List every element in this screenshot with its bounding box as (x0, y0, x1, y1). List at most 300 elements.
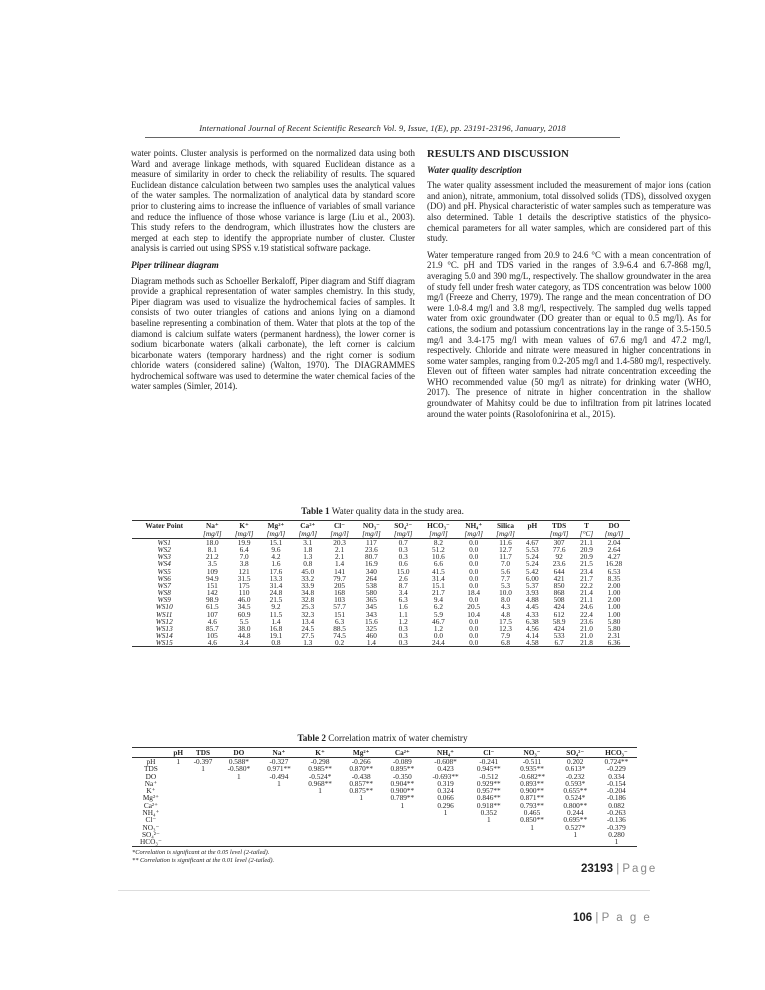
table-cell: 538 (365, 580, 377, 590)
piper-heading: Piper trilinear diagram (131, 259, 219, 270)
variable-label: K⁺ (146, 786, 156, 796)
table-cell: 46.7 (432, 616, 445, 626)
results-heading: RESULTS AND DISCUSSION (427, 149, 569, 160)
table-cell: 151 (334, 609, 346, 619)
correlation-cell (258, 831, 299, 838)
water-point-label: WS7 (157, 580, 171, 590)
water-point-label: WS15 (155, 638, 173, 648)
correlation-cell: 0.857** (349, 778, 374, 788)
correlation-cell (219, 816, 258, 823)
table2-caption (0, 733, 765, 743)
correlation-cell: 0.588* (228, 757, 249, 766)
table-cell: 8.7 (398, 580, 408, 590)
correlation-cell: -0.524* (308, 771, 332, 781)
table-cell: 6.6 (433, 559, 443, 569)
correlation-cell (300, 824, 341, 831)
water-point-label: WS12 (155, 616, 173, 626)
table1-header-cell: Water Point (145, 521, 184, 530)
correlation-cell (170, 824, 187, 831)
table-cell: 0.0 (469, 595, 479, 605)
table-cell: 1.6 (398, 602, 408, 612)
table-cell: 0.0 (469, 545, 479, 555)
table-cell: 3.93 (525, 588, 539, 598)
table-cell: 8.35 (607, 573, 621, 583)
table-cell: 17.5 (499, 616, 512, 626)
table-cell: 421 (553, 573, 565, 583)
table-cell: 46.0 (237, 595, 251, 605)
table-cell: 2.64 (607, 545, 621, 555)
table-cell: 19.1 (269, 631, 283, 641)
correlation-cell: -0.327 (269, 757, 289, 766)
correlation-cell (219, 787, 258, 794)
table-cell: 151 (206, 580, 218, 590)
table1-unit-cell: [mg/l] (196, 530, 228, 539)
table-cell: 5.42 (525, 566, 539, 576)
water-point-label: WS8 (157, 588, 171, 598)
correlation-table (132, 747, 637, 847)
correlation-cell (382, 831, 423, 838)
correlation-cell (187, 787, 220, 794)
table-cell: 2.00 (607, 580, 621, 590)
correlation-cell: 0.900** (390, 786, 415, 796)
correlation-cell (258, 824, 299, 831)
correlation-cell: 0.918** (476, 800, 501, 810)
correlation-cell (219, 780, 258, 787)
correlation-cell: 0.465 (523, 808, 541, 818)
table-cell: 121 (238, 566, 250, 576)
table-cell: 5.53 (525, 545, 539, 555)
table-cell: 0.8 (271, 638, 281, 648)
correlation-cell (170, 802, 187, 809)
table-cell: 8.1 (207, 545, 217, 555)
table-cell: 0.6 (398, 559, 408, 569)
table-cell: 57.7 (333, 602, 346, 612)
correlation-cell (468, 838, 509, 846)
correlation-cell: 0.324 (437, 786, 454, 796)
correlation-cell (382, 809, 423, 816)
table-cell: 6.3 (398, 595, 408, 605)
table-cell: 44.8 (237, 631, 251, 641)
table-cell: 16.28 (605, 559, 623, 569)
table-cell: 2.1 (335, 552, 345, 562)
table-cell: 0.0 (469, 552, 479, 562)
correlation-cell (170, 773, 187, 780)
table-cell: 460 (365, 631, 377, 641)
variable-label: Ca²⁺ (143, 800, 158, 810)
correlation-cell: -0.397 (193, 757, 213, 766)
correlation-cell: 0.929** (476, 778, 501, 788)
correlation-cell: 0.524* (565, 793, 586, 803)
table-row (132, 831, 637, 838)
table-cell: 3.1 (303, 538, 313, 547)
correlation-cell (187, 816, 220, 823)
table-cell: 0.8 (303, 559, 313, 569)
table-cell: 142 (206, 588, 218, 598)
table-cell: 424 (553, 602, 565, 612)
water-point-label: WS11 (155, 609, 173, 619)
table-cell: 7.0 (239, 552, 249, 562)
correlation-cell: 0.593* (565, 778, 586, 788)
table-cell: 31.4 (269, 580, 283, 590)
table-cell: 17.6 (269, 566, 283, 576)
table-cell: 32.3 (301, 609, 315, 619)
table-cell: 850 (553, 580, 565, 590)
table-cell: 13.4 (301, 616, 315, 626)
table-cell: 2.6 (398, 573, 408, 583)
correlation-cell: 0.871** (520, 793, 544, 803)
table1-header-cell: TDS (552, 521, 567, 530)
volume-page-number-value: 106 (573, 912, 593, 924)
table2-header-cell: pH (170, 748, 187, 758)
correlation-cell: 0.875** (349, 786, 374, 796)
table-cell: 533 (553, 631, 565, 641)
correlation-cell: -0.693** (432, 771, 459, 781)
journal-page-number-value: 23193 (581, 863, 613, 875)
water-point-label: WS9 (157, 595, 171, 605)
table-cell: 868 (553, 588, 565, 598)
table-cell: 1.6 (271, 559, 281, 569)
table-cell: 25.3 (301, 602, 315, 612)
table-cell: 2.00 (607, 595, 621, 605)
correlation-cell (258, 794, 299, 801)
table-cell: 0.0 (433, 631, 443, 641)
table-row (132, 758, 637, 766)
table-cell: 0.0 (469, 638, 479, 648)
table-cell: 345 (365, 602, 377, 612)
table-cell: 31.4 (432, 573, 445, 583)
table-cell: 21.0 (580, 623, 593, 633)
table1-header-cell: Ca²⁺ (300, 521, 316, 530)
table2-header-cell: Ca²⁺ (382, 748, 423, 758)
correlation-cell (423, 816, 468, 823)
table-cell: 5.80 (607, 616, 621, 626)
table-cell: 18.0 (205, 538, 219, 547)
correlation-cell (258, 809, 299, 816)
correlation-cell (170, 838, 187, 846)
table-cell: 5.37 (525, 580, 539, 590)
table-row (132, 780, 637, 787)
table-cell: 61.5 (205, 602, 219, 612)
table-cell: 21.2 (205, 552, 219, 562)
table-cell: 343 (365, 609, 377, 619)
table1-unit-cell: [mg/l] (387, 530, 419, 539)
variable-label: HCO₃⁻ (140, 837, 162, 847)
correlation-cell: 0.985** (308, 764, 332, 774)
correlation-cell (187, 831, 220, 838)
footer-rule (118, 890, 650, 891)
table-cell: 60.9 (237, 609, 251, 619)
table-cell: 9.2 (271, 602, 281, 612)
correlation-cell: 0.900** (520, 786, 544, 796)
correlation-cell (468, 824, 509, 831)
correlation-cell: 1 (359, 793, 364, 803)
table1-unit-cell: [mg/l] (228, 530, 260, 539)
table-cell: 4.27 (607, 552, 621, 562)
water-point-label: WS14 (155, 631, 173, 641)
correlation-cell: -0.263 (606, 808, 626, 818)
correlation-cell: 0.904** (390, 778, 415, 788)
table-cell: 0.3 (398, 545, 408, 555)
left-paragraph-2: Diagram methods such as Schoeller Berkaloff, Piper diagram and Stiff diagram provide a graphical representation of water samples chemistry. In this study, Piper diagram was used to visualize the hydrochemical facies of samples. It consists of two outer triangles of cations and anions lying on a diamond baseline representing a combination of them. Water that plots at the top of the diamond is calcium sulfate waters (permanent hardness), the lower corner is sodium bicarbonate waters (alkali carbonate), the left corner is calcium bicarbonate waters (temporary hardness) and the right corner is sodium chloride waters (considered saline) (Walton, 1970). The DIAGRAMMES hydrochemical software was used to determine the water chemical facies of the water samples (Simler, 2014). (131, 275, 415, 392)
table-cell: 16.9 (365, 559, 378, 569)
table-cell: 21.1 (580, 595, 593, 605)
table2-header-cell: DO (219, 748, 258, 758)
table-cell: 508 (553, 595, 565, 605)
variable-label: DO (145, 771, 157, 781)
correlation-cell (170, 831, 187, 838)
table-cell: 7.9 (500, 631, 511, 641)
table-cell: 21.7 (580, 573, 593, 583)
correlation-cell: -0.298 (310, 757, 330, 766)
table-cell: 6.53 (607, 566, 621, 576)
correlation-cell (509, 838, 554, 846)
table-cell: 21.4 (580, 588, 593, 598)
table-row (132, 787, 637, 794)
table-cell: 13.3 (269, 573, 283, 583)
table-cell: 20.9 (580, 552, 593, 562)
table-cell: 21.5 (269, 595, 283, 605)
table-cell: 31.5 (237, 573, 251, 583)
table-cell: 3.5 (207, 559, 217, 569)
table-cell: 34.5 (237, 602, 251, 612)
table1-body (132, 539, 630, 647)
table2-header-cell: Na⁺ (258, 748, 299, 758)
variable-label: Cl⁻ (145, 815, 157, 825)
correlation-cell: 0.296 (437, 800, 454, 810)
variable-label: NO₃⁻ (142, 822, 160, 832)
correlation-cell: 0.352 (480, 808, 497, 818)
table2-header-cell: Mg²⁺ (341, 748, 382, 758)
correlation-cell: 1 (443, 808, 448, 818)
table-cell: 79.7 (333, 573, 346, 583)
variable-label: SO₄²⁻ (141, 829, 160, 839)
table1-unit-cell: [mg/l] (543, 530, 575, 539)
correlation-cell (423, 831, 468, 838)
correlation-cell: 0.789** (390, 793, 415, 803)
table-cell: 107 (206, 609, 218, 619)
journal-header: International Journal of Recent Scientific Research Vol. 9, Issue, 1(E), pp. 23191-23196, January, 2018 (199, 123, 566, 133)
correlation-cell (219, 831, 258, 838)
table-cell: 9.6 (271, 545, 281, 555)
correlation-cell (509, 831, 554, 838)
table-cell: 0.0 (469, 616, 479, 626)
table2-header-cell: K⁺ (300, 748, 341, 758)
table-cell: 4.3 (500, 602, 511, 612)
table2-caption-text: Correlation matrix of water chemistry (328, 733, 468, 743)
correlation-cell: -0.136 (606, 815, 626, 825)
table-cell: 45.0 (301, 566, 315, 576)
table-cell: 1.4 (366, 638, 376, 648)
journal-page-number (581, 863, 657, 875)
table-cell: 23.6 (580, 616, 593, 626)
significance-note-05: *Correlation is significant at the 0.05 level (2-tailed). (132, 849, 270, 856)
table-cell: 4.88 (525, 595, 539, 605)
table1-header-cell: pH (527, 521, 538, 530)
correlation-cell (258, 802, 299, 809)
table-cell: 94.9 (205, 573, 219, 583)
table-cell: 51.2 (432, 545, 445, 555)
table-cell: 27.5 (301, 631, 315, 641)
correlation-cell (341, 824, 382, 831)
correlation-cell: 0.850** (520, 815, 544, 825)
table-cell: 0.0 (469, 623, 479, 633)
correlation-cell: 0.971** (267, 764, 291, 774)
correlation-cell (382, 816, 423, 823)
correlation-cell: -0.229 (606, 764, 626, 774)
table-cell: 24.4 (432, 638, 445, 648)
table-cell: 1.00 (607, 609, 621, 619)
table-cell: 23.6 (552, 559, 566, 569)
table-cell: 5.5 (239, 616, 249, 626)
table-cell: 580 (365, 588, 377, 598)
table-cell: 6.3 (335, 616, 345, 626)
table-cell: 20.9 (580, 545, 593, 555)
correlation-cell: 0.793** (520, 800, 544, 810)
table-cell: 4.8 (500, 609, 511, 619)
correlation-cell: 0.945** (476, 764, 501, 774)
table-cell: 168 (334, 588, 346, 598)
table-cell: 24.5 (301, 623, 315, 633)
table1-unit-cell: [mg/l] (598, 530, 630, 539)
right-paragraph-1: The water quality assessment included the measurement of major ions (cation and anion), nitrate, ammonium, total dissolved solids (TDS), dissolved oxygen (DO) and pH. Physical characteristic of water samples such as temperature was also determined. Table 1 details the descriptive statistics of the physico-chemical parameters for all water samples, which are considered part of this study. (427, 180, 711, 244)
table-cell: 264 (365, 573, 377, 583)
table-cell: 20.3 (333, 538, 346, 547)
correlation-cell (258, 787, 299, 794)
table-cell: 15.1 (269, 538, 283, 547)
table-cell: 6.36 (607, 638, 621, 648)
table-cell: 612 (553, 609, 565, 619)
variable-label: Na⁺ (144, 778, 158, 788)
table-cell: 6.2 (433, 602, 443, 612)
correlation-cell: -0.266 (351, 757, 371, 766)
water-point-label: WS1 (157, 538, 171, 547)
table-cell: 205 (334, 580, 346, 590)
table-cell: 7.0 (500, 559, 511, 569)
table1-unit-cell: [°C] (575, 530, 598, 539)
variable-label: Mg²⁺ (142, 793, 159, 803)
table1-header-cell: NH₄⁺ (465, 521, 483, 530)
table-cell: 10.4 (467, 609, 481, 619)
table-cell: 0.0 (469, 580, 479, 590)
correlation-cell: -0.608* (434, 757, 457, 766)
page-word: Page (622, 863, 658, 875)
table-cell: 0.0 (469, 559, 479, 569)
correlation-cell: 0.724** (604, 757, 629, 766)
correlation-cell: 1 (614, 837, 619, 847)
correlation-cell (187, 780, 220, 787)
table-cell: 21.7 (432, 588, 445, 598)
table2-body (132, 758, 637, 847)
correlation-cell: -0.154 (606, 778, 626, 788)
table-cell: 11.5 (269, 609, 283, 619)
table-cell: 80.7 (365, 552, 378, 562)
table-cell: 21.5 (580, 559, 593, 569)
correlation-cell: -0.494 (269, 771, 289, 781)
volume-page-separator: | (595, 912, 599, 924)
table-cell: 16.8 (269, 623, 283, 633)
variable-label: pH (146, 757, 156, 766)
table-cell: 19.9 (237, 538, 251, 547)
correlation-cell: 1 (237, 771, 241, 781)
table-cell: 1.2 (433, 623, 443, 633)
table1-header-cell: Na⁺ (205, 521, 219, 530)
correlation-cell: 1 (530, 822, 534, 832)
table-cell: 1.4 (271, 616, 281, 626)
correlation-cell: 1 (486, 815, 491, 825)
correlation-cell: 0.957** (476, 786, 501, 796)
table-cell: 5.3 (500, 580, 511, 590)
correlation-cell (300, 831, 341, 838)
table-cell: 644 (553, 566, 565, 576)
table-cell: 15.6 (365, 616, 378, 626)
water-point-label: WS6 (157, 573, 171, 583)
correlation-cell: 0.695** (563, 815, 588, 825)
table-cell: 117 (366, 538, 377, 547)
table-cell: 4.67 (525, 538, 539, 547)
table-cell: 4.58 (525, 638, 539, 648)
water-point-label: WS5 (157, 566, 171, 576)
table-row (132, 809, 637, 816)
table-cell: 0.0 (469, 573, 479, 583)
table-cell: 6.7 (554, 638, 564, 648)
correlation-cell (341, 831, 382, 838)
table-cell: 0.3 (398, 552, 408, 562)
table-cell: 105 (206, 631, 218, 641)
table-cell: 88.5 (333, 623, 346, 633)
correlation-cell: 0.527* (565, 822, 586, 832)
correlation-cell (382, 838, 423, 846)
correlation-cell (219, 802, 258, 809)
correlation-cell: -0.511 (522, 757, 542, 766)
table-cell: 0.0 (469, 631, 479, 641)
table-cell: 85.7 (205, 623, 219, 633)
table-cell: 38.0 (237, 623, 251, 633)
table-cell: 77.6 (552, 545, 566, 555)
variable-label: TDS (144, 764, 158, 774)
table-cell: 20.5 (467, 602, 481, 612)
table-cell: 11.7 (499, 552, 512, 562)
correlation-cell (555, 838, 596, 846)
correlation-cell: 1 (318, 786, 322, 796)
table-cell: 3.8 (239, 559, 249, 569)
table-cell: 307 (553, 538, 565, 547)
table-row (132, 773, 637, 780)
correlation-cell: -0.241 (479, 757, 499, 766)
table-cell: 1.8 (303, 545, 313, 555)
water-point-label: WS4 (157, 559, 171, 569)
table-row (132, 802, 637, 809)
correlation-cell (219, 809, 258, 816)
table2-header-cell: SO₄²⁻ (555, 748, 596, 758)
table1-caption-text: Water quality data in the study area. (331, 506, 464, 516)
table1-unit-cell: [mg/l] (260, 530, 292, 539)
table-cell: 33.2 (301, 573, 315, 583)
table2-caption-label: Table 2 (297, 733, 326, 743)
correlation-cell (300, 838, 341, 846)
table-cell: 1.3 (303, 638, 313, 648)
correlation-cell: 1 (277, 778, 281, 788)
correlation-cell (187, 794, 220, 801)
table1-unit-cell: [mg/l] (355, 530, 387, 539)
table-cell: 6.8 (500, 638, 511, 648)
correlation-cell: 0.613* (565, 764, 586, 774)
correlation-cell: -0.438 (351, 771, 371, 781)
table1-unit-cell: [mg/l] (292, 530, 324, 539)
table1-header-cell: HCO₃⁻ (427, 521, 450, 530)
table-cell: 103 (334, 595, 346, 605)
table-cell: 8.2 (433, 538, 443, 547)
correlation-cell (170, 787, 187, 794)
